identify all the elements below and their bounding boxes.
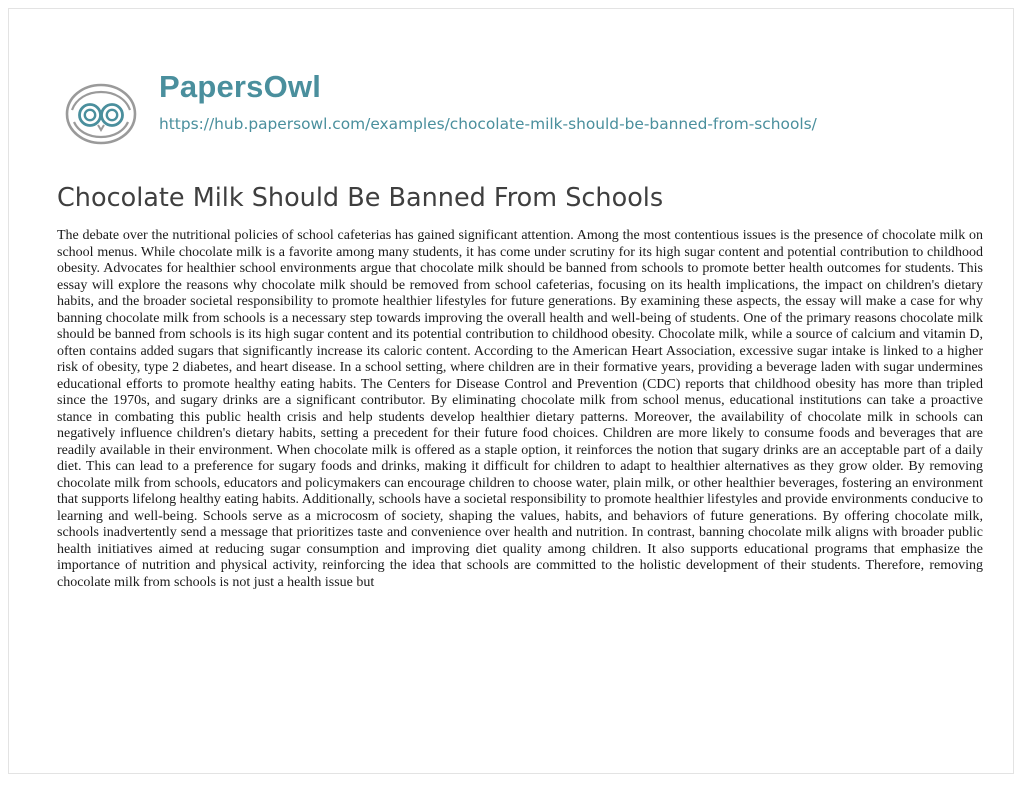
document-body: The debate over the nutritional policies of school cafeterias has gained significant attention. Among the most contentious issues is the presence of chocolate milk on school menus. While chocolate milk is a favorite among many students, it has come under scrutiny for its high sugar content and potential contribution to childhood obesity. Advocates for healthier school environments argue that chocolate milk should be banned from schools to promote better health outcomes for students. This essay will explore the reasons why chocolate milk should be removed from school cafeterias, focusing on its health implications, the impact on children's dietary habits, and the broader societal responsibility to promote healthier lifestyles for future generations. By examining these aspects, the essay will make a case for why banning chocolate milk from schools is a necessary step towards improving the overall health and well-being of students. One of the primary reasons chocolate milk should be banned from schools is its high sugar content and its potential contribution to childhood obesity. Chocolate milk, while a source of calcium and vitamin D, often contains added sugars that significantly increase its caloric content. According to the American Heart Association, excessive sugar intake is linked to a higher risk of obesity, type 2 diabetes, and heart disease. In a school setting, where children are in their formative years, providing a beverage laden with sugar undermines educational efforts to promote healthy eating habits. The Centers for Disease Control and Prevention (CDC) reports that childhood obesity has more than tripled since the 1970s, and sugary drinks are a significant contributor. By eliminating chocolate milk from school menus, educational institutions can take a proactive stance in combating this public health crisis and help students develop healthier dietary patterns. Moreover, the availability of chocolate milk in schools can negatively influence children's dietary habits, setting a precedent for their future food choices. Children are more likely to consume foods and beverages that are readily available in their environment. When chocolate milk is offered as a staple option, it reinforces the notion that sugary drinks are an acceptable part of a daily diet. This can lead to a preference for sugary foods and drinks, making it difficult for children to adapt to healthier alternatives as they grow older. By removing chocolate milk from schools, educators and policymakers can encourage children to choose water, plain milk, or other healthier beverages, fostering an environment that supports lifelong healthy eating habits. Additionally, schools have a societal responsibility to promote healthier lifestyles and provide environments conducive to learning and well-being. Schools serve as a microcosm of society, shaping the values, habits, and behaviors of future generations. By offering chocolate milk, schools inadvertently send a message that prioritizes taste and convenience over health and nutrition. In contrast, banning chocolate milk aligns with broader public health initiatives aimed at reducing sugar consumption and improving diet quality among children. It also supports educational programs that emphasize the importance of nutrition and physical activity, reinforcing the idea that schools are committed to the holistic development of their students. Therefore, removing chocolate milk from schools is not just a health issue but (57, 228, 983, 590)
brand-header (57, 69, 957, 149)
document-page (8, 8, 1014, 774)
brand-name: PapersOwl (159, 69, 322, 104)
owl-logo-icon (57, 79, 145, 149)
document-title: Chocolate Milk Should Be Banned From Schools (57, 183, 664, 213)
source-url-link[interactable]: https://hub.papersowl.com/examples/chocolate-milk-should-be-banned-from-schools/ (159, 115, 817, 133)
